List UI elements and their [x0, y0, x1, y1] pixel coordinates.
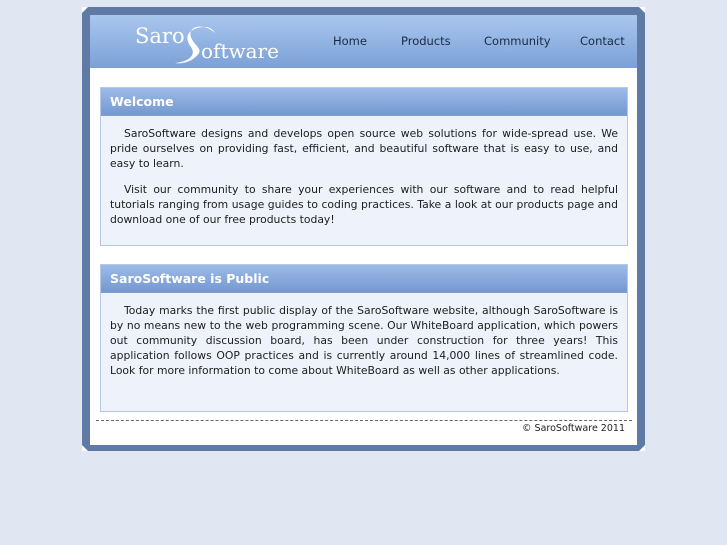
site-header: [90, 15, 637, 68]
frame-corner: [639, 7, 645, 13]
frame-corner: [82, 7, 88, 13]
main-content: [90, 68, 637, 445]
nav-products[interactable]: Products: [401, 34, 451, 48]
panel-title: Welcome: [101, 88, 627, 116]
footer-divider: [96, 420, 632, 421]
nav-home[interactable]: Home: [333, 34, 367, 48]
public-announcement-panel: [100, 264, 628, 412]
panel-paragraph: Visit our community to share your experiences with our software and to read helpful tutorials ranging from usage guides to coding practices. Take a look at our products page and download one of our free products today!: [110, 183, 618, 226]
panel-body: [101, 293, 627, 388]
logo-text-saro: Saro: [135, 24, 185, 48]
frame-corner: [82, 445, 88, 451]
nav-community[interactable]: Community: [484, 34, 551, 48]
footer-copyright: © SaroSoftware 2011: [522, 423, 625, 434]
logo-text-oftware: oftware: [201, 39, 279, 63]
welcome-panel: [100, 87, 628, 246]
panel-paragraph: Today marks the first public display of the SaroSoftware website, although SaroSoftware is by no means new to the web programming scene. Our WhiteBoard application, which powers out community discussion board, has been under construction for three years! This application follows OOP practices and is currently around 14,000 lines of streamlined code. Look for more information to come about WhiteBoard as well as other applications.: [110, 304, 618, 377]
site-logo[interactable]: [135, 21, 279, 65]
frame-corner: [639, 445, 645, 451]
page-frame: [82, 7, 645, 451]
panel-title: SaroSoftware is Public: [101, 265, 627, 293]
panel-body: [101, 116, 627, 237]
nav-contact[interactable]: Contact: [580, 34, 625, 48]
panel-paragraph: SaroSoftware designs and develops open source web solutions for wide-spread use. We pride ourselves on providing fast, efficient, and beautiful software that is easy to use, and easy to learn.: [110, 127, 618, 170]
